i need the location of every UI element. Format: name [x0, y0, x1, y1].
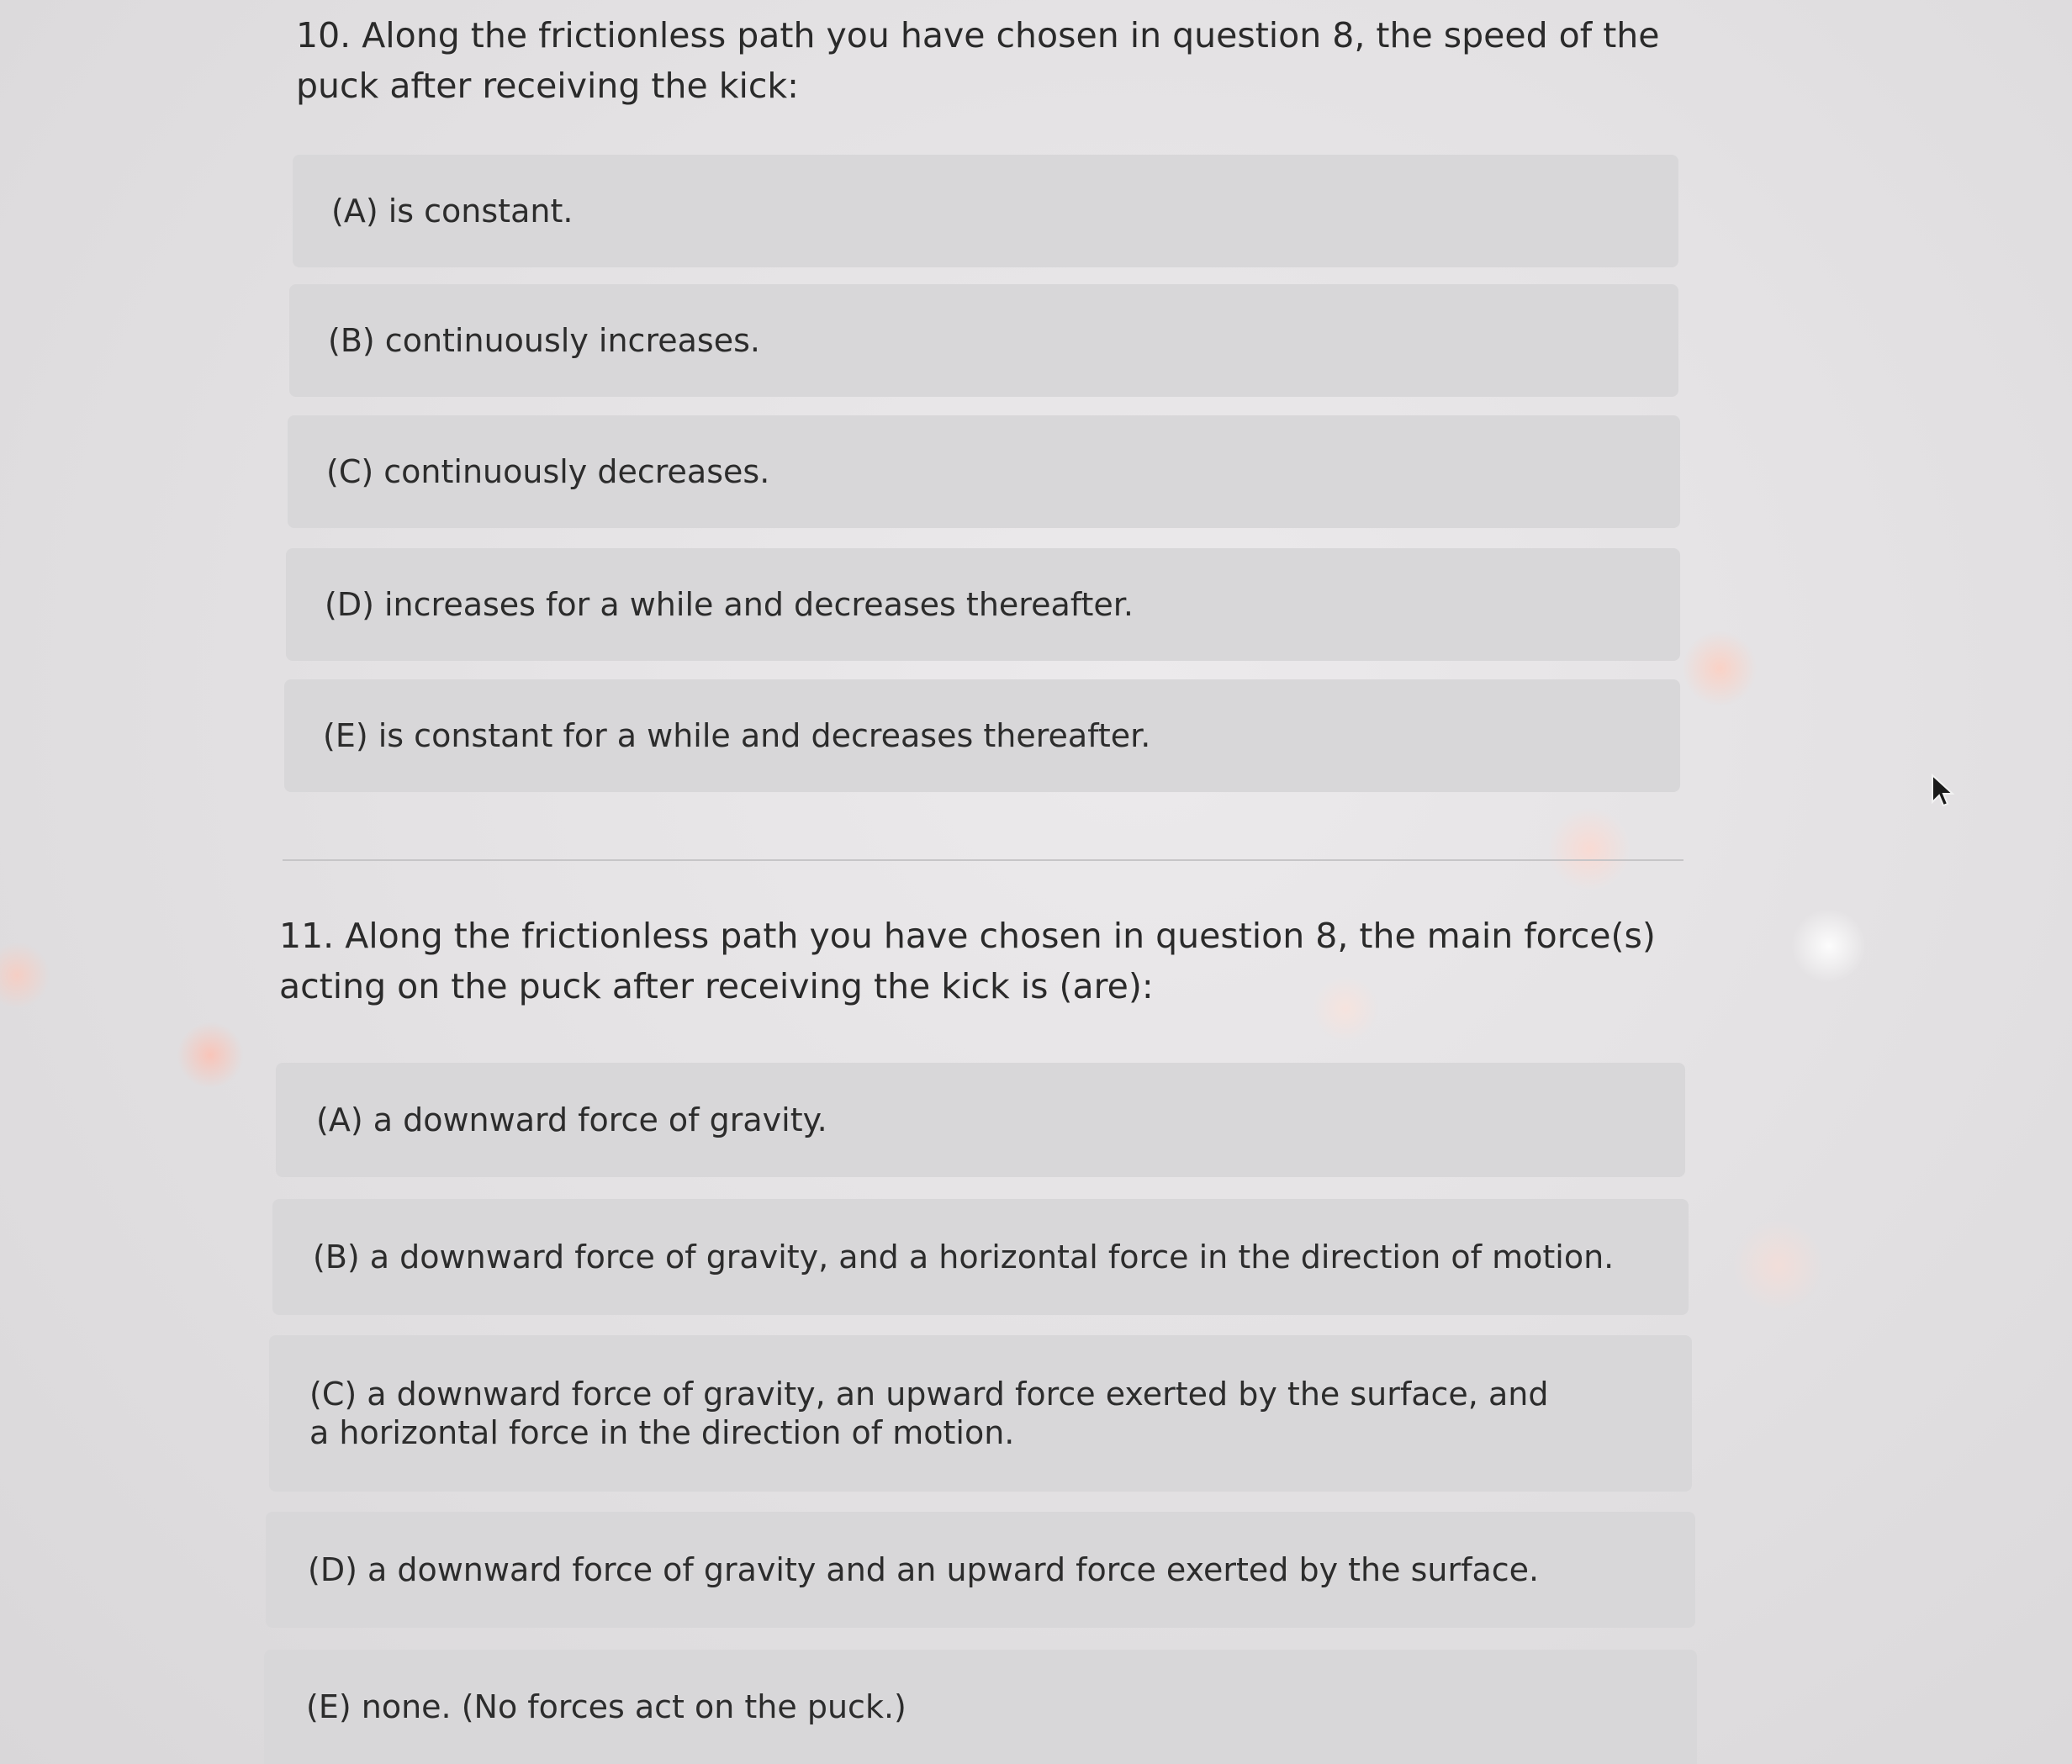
- option-label: (D) increases for a while and decreases thereafter.: [325, 586, 1134, 623]
- arrow-cursor-icon: [1931, 774, 1956, 811]
- screen-glare: [1732, 1219, 1825, 1312]
- q11-option-e[interactable]: [264, 1650, 1697, 1764]
- option-label: (A) a downward force of gravity.: [316, 1101, 827, 1138]
- option-label: (A) is constant.: [331, 193, 574, 230]
- question-10-prompt: 10. Along the frictionless path you have chosen in question 8, the speed of the puck after receiving the kick:: [296, 15, 1660, 106]
- question-divider: [283, 859, 1684, 861]
- option-label: (B) a downward force of gravity, and a horizontal force in the direction of motion.: [313, 1238, 1615, 1275]
- screen-glare: [1547, 807, 1631, 891]
- screen-glare: [1682, 631, 1758, 706]
- option-label: (D) a downward force of gravity and an upward force exerted by the surface.: [308, 1551, 1540, 1588]
- q11-option-d[interactable]: [266, 1512, 1695, 1628]
- option-label: (E) is constant for a while and decreases thereafter.: [323, 717, 1151, 754]
- q10-option-c[interactable]: [288, 415, 1680, 528]
- screen-glare: [0, 942, 50, 1009]
- q10-option-d[interactable]: [286, 548, 1680, 661]
- q10-option-b[interactable]: [289, 284, 1678, 397]
- q11-option-a[interactable]: [276, 1063, 1685, 1177]
- screen-glare: [177, 1022, 244, 1089]
- q10-option-a[interactable]: [293, 155, 1678, 267]
- screen-glare: [1791, 908, 1867, 984]
- option-label: (C) continuously decreases.: [326, 453, 770, 490]
- option-label: (B) continuously increases.: [328, 322, 760, 359]
- question-11-prompt: 11. Along the frictionless path you have chosen in question 8, the main force(s) acting on the puck after receiving the kick is (are):: [279, 916, 1656, 1006]
- q11-option-c[interactable]: [269, 1335, 1692, 1492]
- q11-option-b[interactable]: [272, 1199, 1689, 1315]
- q10-option-e[interactable]: [284, 679, 1680, 792]
- option-label: (E) none. (No forces act on the puck.): [306, 1688, 906, 1725]
- option-label: (C) a downward force of gravity, an upward force exerted by the surface, and a horizontal force in the direction of motion.: [309, 1376, 1549, 1451]
